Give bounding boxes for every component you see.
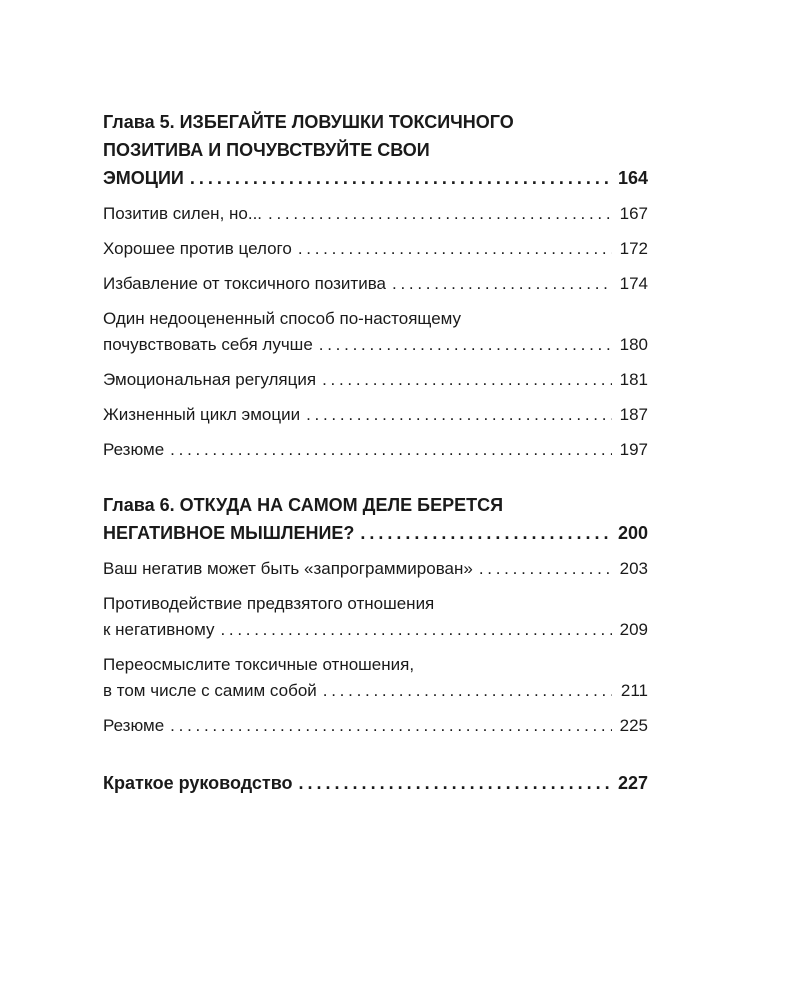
chapter-title-last-line <box>103 519 648 547</box>
entry-title: Резюме <box>103 716 165 735</box>
toc-entry-multiline <box>103 591 648 643</box>
entry-title: Краткое руководство <box>103 773 293 793</box>
page-number: 181 <box>619 370 648 389</box>
chapter-title-line: Глава 6. ОТКУДА НА САМОМ ДЕЛЕ БЕРЕТСЯ <box>103 495 504 515</box>
chapter-title-text: ЭМОЦИИ <box>103 168 184 188</box>
entry-title: в том числе с самим собой <box>103 681 317 700</box>
entry-title: Избавление от токсичного позитива <box>103 274 387 293</box>
entry-title-last-line <box>103 332 648 358</box>
page-number: 187 <box>619 405 648 424</box>
toc-entry <box>103 201 648 227</box>
toc-entry <box>103 402 648 428</box>
page-number: 200 <box>617 523 648 543</box>
chapter-title-text: НЕГАТИВНОЕ МЫШЛЕНИЕ? <box>103 523 355 543</box>
page-number: 203 <box>619 559 648 578</box>
leader-dots <box>323 678 612 704</box>
chapter-6-heading <box>103 491 648 547</box>
entry-title: почувствовать себя лучше <box>103 335 313 354</box>
entry-title: к негативному <box>103 620 215 639</box>
entry-title: Ваш негатив может быть «запрограммирован» <box>103 559 473 578</box>
page-number: 167 <box>619 204 648 223</box>
leader-dots <box>190 164 612 192</box>
toc-entry <box>103 713 648 739</box>
entry-title: Позитив силен, но... <box>103 204 263 223</box>
leader-dots <box>170 437 612 463</box>
leader-dots <box>306 402 612 428</box>
entry-title: Жизненный цикл эмоции <box>103 405 301 424</box>
toc-entry <box>103 556 648 582</box>
page-number: 172 <box>619 239 648 258</box>
chapter-title-line: Глава 5. ИЗБЕГАЙТЕ ЛОВУШКИ ТОКСИЧНОГО <box>103 112 514 132</box>
page-number: 227 <box>617 773 648 793</box>
entry-title-last-line <box>103 617 648 643</box>
toc-entry-multiline <box>103 652 648 704</box>
chapter-title-last-line <box>103 164 648 192</box>
leader-dots <box>479 556 612 582</box>
leader-dots <box>299 769 612 797</box>
page-number: 211 <box>620 681 648 700</box>
toc-entry <box>103 271 648 297</box>
entry-title-line: Переосмыслите токсичные отношения, <box>103 655 415 674</box>
page-number: 209 <box>619 620 648 639</box>
entry-title: Хорошее против целого <box>103 239 292 258</box>
page-number: 197 <box>619 440 648 459</box>
entry-title-line: Противодействие предвзятого отношения <box>103 594 435 613</box>
table-of-contents <box>103 108 648 797</box>
page-number: 180 <box>619 335 648 354</box>
leader-dots <box>319 332 612 358</box>
leader-dots <box>298 236 612 262</box>
leader-dots <box>322 367 612 393</box>
chapter-title-line: ПОЗИТИВА И ПОЧУВСТВУЙТЕ СВОИ <box>103 140 430 160</box>
toc-entry <box>103 367 648 393</box>
page-number: 225 <box>619 716 648 735</box>
entry-title: Резюме <box>103 440 165 459</box>
page-number: 174 <box>619 274 648 293</box>
leader-dots <box>220 617 612 643</box>
entry-title-line: Один недооцененный способ по-настоящему <box>103 309 462 328</box>
toc-entry <box>103 437 648 463</box>
leader-dots <box>170 713 612 739</box>
page-number: 164 <box>617 168 648 188</box>
toc-entry-multiline <box>103 306 648 358</box>
toc-entry <box>103 236 648 262</box>
leader-dots <box>360 519 612 547</box>
leader-dots <box>268 201 612 227</box>
chapter-5-heading <box>103 108 648 192</box>
leader-dots <box>392 271 612 297</box>
entry-title-last-line <box>103 678 648 704</box>
entry-title: Эмоциональная регуляция <box>103 370 317 389</box>
quick-guide-entry <box>103 769 648 797</box>
